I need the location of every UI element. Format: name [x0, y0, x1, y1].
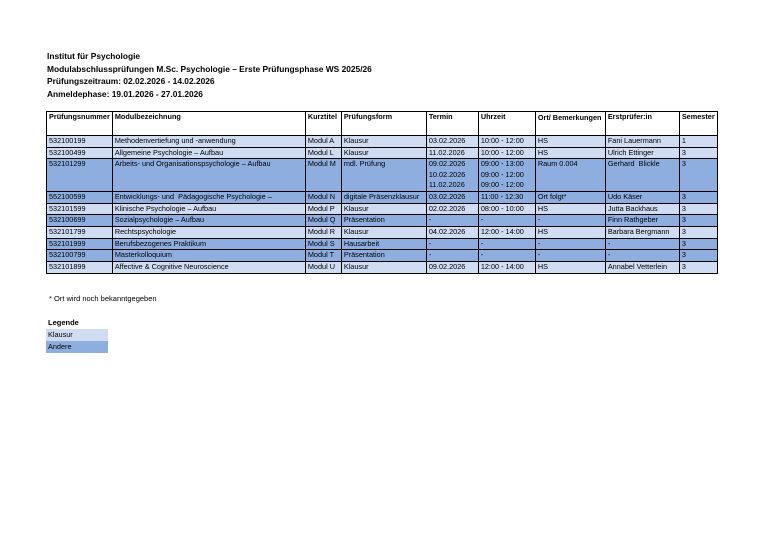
- column-header: Kurztitel: [305, 112, 341, 136]
- exam-number-cell: 532101999: [47, 238, 113, 250]
- location-cell: HS: [535, 203, 605, 215]
- location-cell: HS: [535, 226, 605, 238]
- time-cell: 12:00 - 14:00: [478, 226, 535, 238]
- exam-form-cell: Klausur: [341, 147, 426, 159]
- table-header-row: [47, 112, 718, 136]
- module-name-cell: Affective & Cognitive Neuroscience: [112, 262, 305, 274]
- time-cell: -: [478, 250, 535, 262]
- exam-table: [46, 111, 718, 274]
- date-cell: 09.02.2026: [426, 262, 478, 274]
- location-cell: Raum 0.004: [535, 159, 605, 192]
- short-title-cell: Modul U: [305, 262, 341, 274]
- exam-form-cell: Klausur: [341, 203, 426, 215]
- semester-cell: 3: [679, 238, 717, 250]
- exam-number-cell: 552100599: [47, 191, 113, 203]
- module-name-cell: Entwicklungs- und Pädagogische Psychologie –: [112, 191, 305, 203]
- institute-title: Institut für Psychologie: [47, 51, 141, 61]
- location-cell: HS: [535, 262, 605, 274]
- short-title-cell: Modul Q: [305, 215, 341, 227]
- location-cell: Ort folgt*: [535, 191, 605, 203]
- registration-period: Anmeldephase: 19.01.2026 - 27.01.2026: [47, 88, 203, 99]
- date-cell: 02.02.2026: [426, 203, 478, 215]
- table-row: [47, 262, 718, 274]
- column-header: Modulbezeichnung: [112, 112, 305, 136]
- table-row: [47, 159, 718, 192]
- table-row: [47, 238, 718, 250]
- time-cell: 10:00 - 12:00: [478, 147, 535, 159]
- examiner-cell: -: [605, 238, 679, 250]
- exam-form-cell: Hausarbeit: [341, 238, 426, 250]
- module-name-cell: Rechtspsychologie: [112, 226, 305, 238]
- table-row: [47, 136, 718, 148]
- time-cell: -: [478, 238, 535, 250]
- column-header: Uhrzeit: [478, 112, 535, 136]
- exam-form-cell: Klausur: [341, 226, 426, 238]
- module-name-cell: Allgemeine Psychologie – Aufbau: [112, 147, 305, 159]
- semester-cell: 3: [679, 147, 717, 159]
- exam-number-cell: 532100799: [47, 250, 113, 262]
- exam-number-cell: 532100499: [47, 147, 113, 159]
- document-title: Modulabschlussprüfungen M.Sc. Psychologie – Erste Prüfungsphase WS 2025/26: [47, 63, 372, 74]
- examiner-cell: -: [605, 250, 679, 262]
- table-row: [47, 250, 718, 262]
- location-cell: HS: [535, 147, 605, 159]
- semester-cell: 3: [679, 203, 717, 215]
- module-name-cell: Klinische Psychologie – Aufbau: [112, 203, 305, 215]
- table-row: [47, 215, 718, 227]
- date-cell: -: [426, 250, 478, 262]
- examiner-cell: Udo Käser: [605, 191, 679, 203]
- time-cell: 12:00 - 14:00: [478, 262, 535, 274]
- exam-form-cell: Präsentation: [341, 215, 426, 227]
- legend-item-klausur: Klausur: [46, 329, 108, 341]
- semester-cell: 3: [679, 226, 717, 238]
- examiner-cell: Jutta Backhaus: [605, 203, 679, 215]
- module-name-cell: Berufsbezogenes Praktikum: [112, 238, 305, 250]
- examiner-cell: Annabel Vetterlein: [605, 262, 679, 274]
- location-footnote: * Ort wird noch bekanntgegeben: [49, 294, 157, 303]
- time-cell: 08:00 - 10:00: [478, 203, 535, 215]
- examiner-cell: Finn Rathgeber: [605, 215, 679, 227]
- exam-form-cell: Klausur: [341, 262, 426, 274]
- table-row: [47, 191, 718, 203]
- column-header: Erstprüfer:in: [605, 112, 679, 136]
- exam-number-cell: 532101799: [47, 226, 113, 238]
- table-row: [47, 147, 718, 159]
- location-cell: -: [535, 215, 605, 227]
- semester-cell: 3: [679, 215, 717, 227]
- date-cell: 03.02.2026: [426, 191, 478, 203]
- document-header: [47, 50, 372, 100]
- column-header: Ort/ Bemerkungen: [535, 112, 605, 136]
- legend: [46, 318, 108, 353]
- short-title-cell: Modul A: [305, 136, 341, 148]
- exam-form-cell: Klausur: [341, 136, 426, 148]
- short-title-cell: Modul R: [305, 226, 341, 238]
- column-header: Prüfungsform: [341, 112, 426, 136]
- time-cell: 11:00 - 12:30: [478, 191, 535, 203]
- short-title-cell: Modul L: [305, 147, 341, 159]
- semester-cell: 3: [679, 159, 717, 192]
- exam-number-cell: 532100699: [47, 215, 113, 227]
- examiner-cell: Ulrich Ettinger: [605, 147, 679, 159]
- date-cell: 11.02.2026: [426, 147, 478, 159]
- exam-number-cell: 532100199: [47, 136, 113, 148]
- date-cell: -: [426, 238, 478, 250]
- table-row: [47, 226, 718, 238]
- semester-cell: 3: [679, 250, 717, 262]
- legend-item-andere: Andere: [46, 341, 108, 353]
- semester-cell: 3: [679, 191, 717, 203]
- date-cell: -: [426, 215, 478, 227]
- date-cell: 03.02.2026: [426, 136, 478, 148]
- examiner-cell: Fani Lauermann: [605, 136, 679, 148]
- short-title-cell: Modul T: [305, 250, 341, 262]
- time-cell: 10:00 - 12:00: [478, 136, 535, 148]
- module-name-cell: Arbeits- und Organisationspsychologie – Aufbau: [112, 159, 305, 192]
- exam-number-cell: 532101899: [47, 262, 113, 274]
- time-cell: 09:00 - 13:00 09:00 - 12:00 09:00 - 12:00: [478, 159, 535, 192]
- location-cell: HS: [535, 136, 605, 148]
- semester-cell: 3: [679, 262, 717, 274]
- short-title-cell: Modul S: [305, 238, 341, 250]
- exam-period: Prüfungszeitraum: 02.02.2026 - 14.02.2026: [47, 76, 215, 86]
- semester-cell: 1: [679, 136, 717, 148]
- legend-title: Legende: [48, 318, 79, 327]
- column-header: Semester: [679, 112, 717, 136]
- module-name-cell: Sozialpsychologie – Aufbau: [112, 215, 305, 227]
- short-title-cell: Modul M: [305, 159, 341, 192]
- short-title-cell: Modul N: [305, 191, 341, 203]
- module-name-cell: Masterkolloquium: [112, 250, 305, 262]
- module-name-cell: Methodenvertiefung und -anwendung: [112, 136, 305, 148]
- exam-number-cell: 532101599: [47, 203, 113, 215]
- time-cell: -: [478, 215, 535, 227]
- location-cell: -: [535, 250, 605, 262]
- exam-form-cell: digitale Präsenzklausur: [341, 191, 426, 203]
- date-cell: 04.02.2026: [426, 226, 478, 238]
- exam-number-cell: 532101299: [47, 159, 113, 192]
- examiner-cell: Barbara Bergmann: [605, 226, 679, 238]
- exam-form-cell: mdl. Prüfung: [341, 159, 426, 192]
- column-header: Prüfungsnummer: [47, 112, 113, 136]
- column-header: Termin: [426, 112, 478, 136]
- exam-form-cell: Präsentation: [341, 250, 426, 262]
- table-row: [47, 203, 718, 215]
- short-title-cell: Modul P: [305, 203, 341, 215]
- location-cell: -: [535, 238, 605, 250]
- date-cell: 09.02.2026 10.02.2026 11.02.2026: [426, 159, 478, 192]
- examiner-cell: Gerhard Blickle: [605, 159, 679, 192]
